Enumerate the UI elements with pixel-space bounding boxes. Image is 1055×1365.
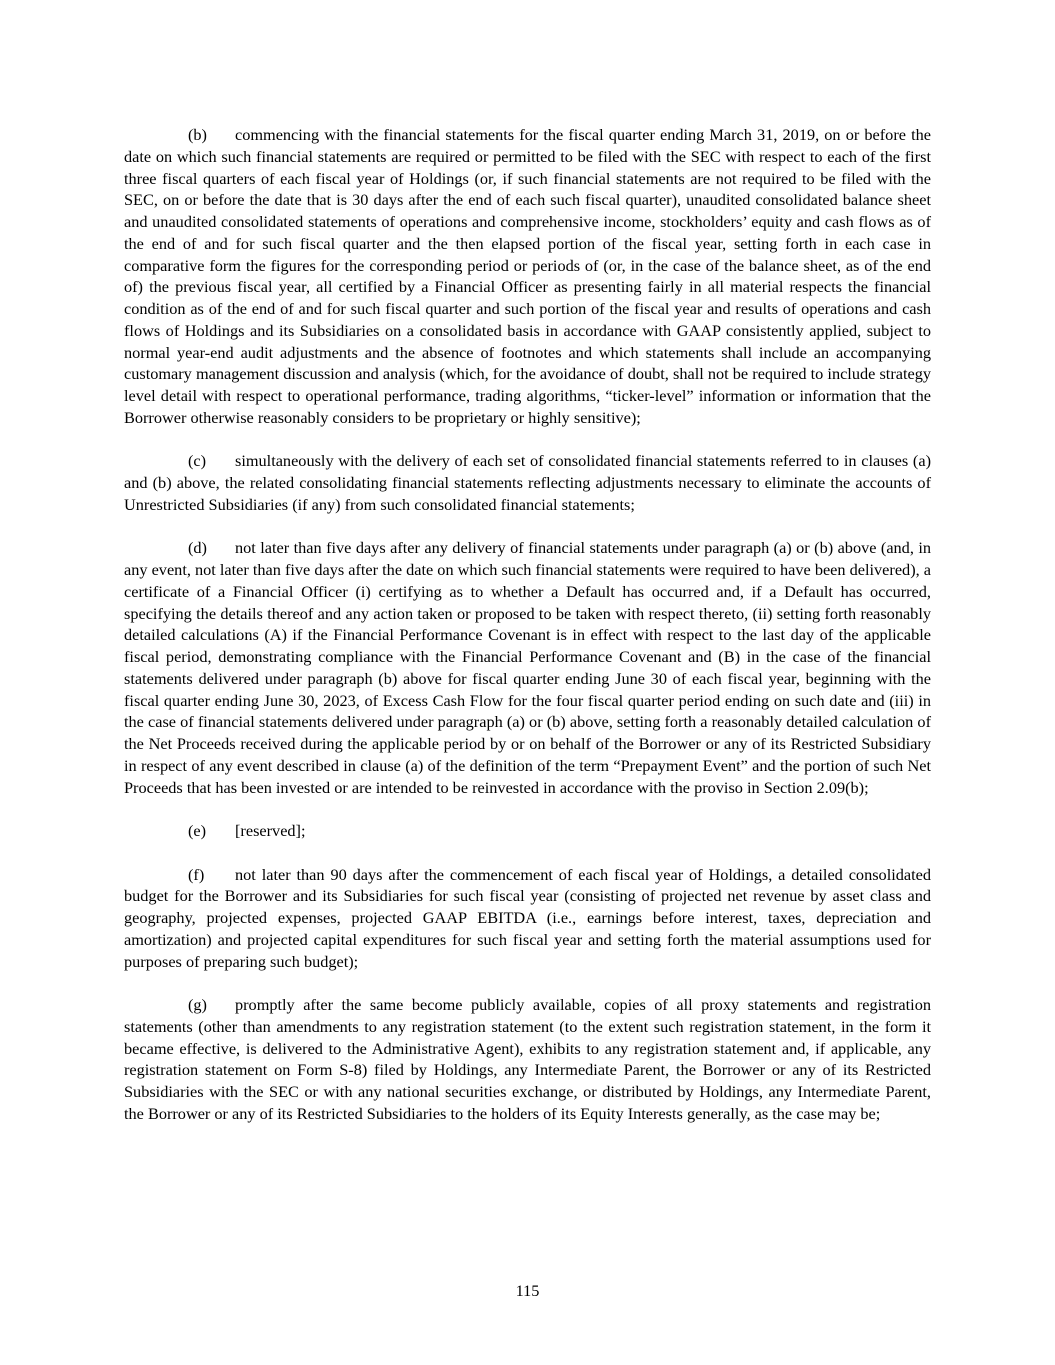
document-page: [124, 124, 931, 1146]
paragraph-b: [124, 124, 931, 429]
paragraph-label: (d): [188, 538, 207, 558]
paragraph-label: (f): [188, 864, 205, 884]
page-number: 115: [515, 1281, 540, 1300]
paragraph-f: [124, 864, 931, 973]
paragraph-label: (b): [188, 125, 207, 144]
paragraph-c: [124, 450, 931, 515]
paragraph-text: simultaneously with the delivery of each set of consolidated financial statements referred to in clauses (a) and (b) above, the related consolidating financial statements reflecting adjustments necessary to eliminate the accounts of Unrestricted Subsidiaries (if any) from such consolidated financial statements;: [124, 451, 931, 514]
paragraph-d: [124, 537, 931, 798]
paragraph-text: not later than five days after any delivery of financial statements under paragraph (a) or (b) above (and, in any event, not later than five days after the date on which such financial statements were required to have been delivered), a certificate of a Financial Officer (i) certifying as to whether a Default has occurred and, if a Default has occurred, specifying the details thereof and any action taken or proposed to be taken with respect thereto, (ii) setting forth reasonably detailed calculations (A) if the Financial Performance Covenant is in effect with respect to the last day of the applicable fiscal period, demonstrating compliance with the Financial Performance Covenant and (B) in the case of the financial statements delivered under paragraph (b) above for fiscal quarter ending June 30 of each fiscal year, beginning with the fiscal quarter ending June 30, 2023, of Excess Cash Flow for the four fiscal quarter period ending on such date and (iii) in the case of financial statements delivered under paragraph (a) or (b) above, setting forth a reasonably detailed calculation of the Net Proceeds received during the applicable period by or on behalf of the Borrower or any of its Restricted Subsidiary in respect of any event described in clause (a) of the definition of the term “Prepayment Event” and the portion of such Net Proceeds that has been invested or are intended to be reinvested in accordance with the proviso in Section 2.09(b);: [124, 538, 931, 797]
paragraph-label: (g): [188, 995, 207, 1014]
paragraph-label: (e): [188, 821, 207, 840]
paragraph-text: promptly after the same become publicly available, copies of all proxy statements and registration statements (other than amendments to any registration statement (to the extent such registration statement, in the form it became effective, is delivered to the Administrative Agent), exhibits to any registration statement and, if applicable, any registration statement on Form S-8) filed by Holdings, any Intermediate Parent, the Borrower or any of its Restricted Subsidiaries with the SEC or with any national securities exchange, or distributed by Holdings, any Intermediate Parent, the Borrower or any of its Restricted Subsidiaries to the holders of its Equity Interests generally, as the case may be;: [124, 995, 931, 1123]
paragraph-text: not later than 90 days after the commencement of each fiscal year of Holdings, a detailed consolidated budget for the Borrower and its Subsidiaries for such fiscal year (consisting of projected net revenue by asset class and geography, projected expenses, projected GAAP EBITDA (i.e., earnings before interest, taxes, depreciation and amortization) and projected capital expenditures for such fiscal year and setting forth the material assumptions used for purposes of preparing such budget);: [124, 864, 931, 971]
paragraph-label: (c): [188, 451, 207, 471]
paragraph-g: [124, 994, 931, 1125]
paragraph-text: commencing with the financial statements for the fiscal quarter ending March 31, 2019, on or before the date on which such financial statements are required or permitted to be filed with the SEC with respect to each of the first three fiscal quarters of each fiscal year of Holdings (or, if such financial statements are not required to be filed with the SEC, on or before the date that is 30 days after the end of each such fiscal quarter), unaudited consolidated balance sheet and unaudited consolidated statements of operations and comprehensive income, stockholders’ equity and cash flows as of the end of and for such fiscal quarter and the then elapsed portion of the fiscal year, setting forth in each case in comparative form the figures for the corresponding period or periods of (or, in the case of the balance sheet, as of the end of) the previous fiscal year, all certified by a Financial Officer as presenting fairly in all material respects the financial condition as of the end of and for such fiscal quarter and such portion of the fiscal year and results of operations and cash flows of Holdings and its Subsidiaries on a consolidated basis in accordance with GAAP consistently applied, subject to normal year-end audit adjustments and the absence of footnotes and which statements shall include an accompanying customary management discussion and analysis (which, for the avoidance of doubt, shall not be required to include strategy level detail with respect to operational performance, trading algorithms, “ticker-level” information or information that the Borrower otherwise reasonably considers to be proprietary or highly sensitive);: [124, 125, 931, 427]
paragraph-e: [124, 820, 931, 842]
paragraph-text: [reserved];: [235, 821, 306, 840]
